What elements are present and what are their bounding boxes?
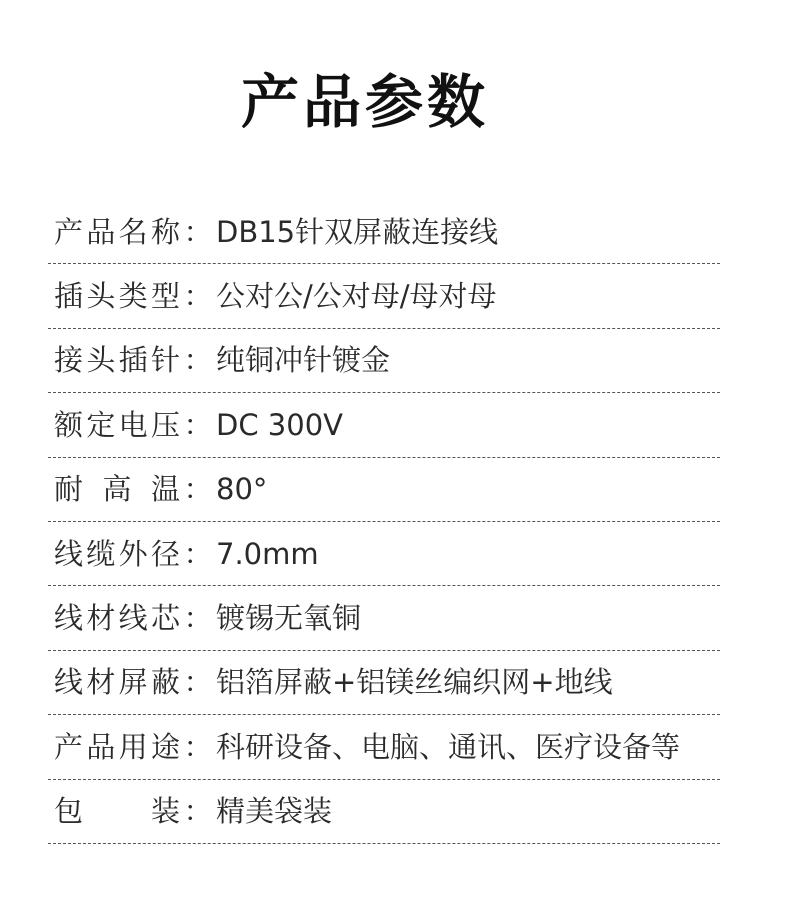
spec-row-plug-type [48, 264, 720, 328]
spec-row-cable-diameter [48, 522, 720, 586]
spec-label: 产品用途 [54, 729, 180, 764]
spec-label: 线缆外径 [54, 536, 180, 571]
spec-colon: ： [183, 279, 213, 314]
spec-row-product-usage [48, 715, 720, 779]
spec-label: 线材屏蔽 [54, 665, 180, 700]
spec-label: 线材线芯 [54, 601, 180, 636]
spec-value: 铝箔屏蔽+铝镁丝编织网+地线 [216, 665, 613, 700]
spec-colon: ： [183, 536, 213, 571]
spec-row-packaging [48, 780, 720, 844]
spec-colon: ： [183, 214, 213, 249]
spec-value: 80° [216, 472, 268, 507]
spec-row-product-name [48, 200, 720, 264]
spec-label: 接头插针 [54, 343, 180, 378]
spec-value: 纯铜冲针镀金 [216, 343, 391, 378]
spec-value: 镀锡无氧铜 [216, 601, 362, 636]
spec-value: DC 300V [216, 407, 343, 442]
spec-value: 精美袋装 [216, 794, 333, 829]
spec-row-rated-voltage [48, 393, 720, 457]
spec-value: 7.0mm [216, 536, 319, 571]
spec-colon: ： [183, 343, 213, 378]
spec-value: DB15针双屏蔽连接线 [216, 214, 499, 249]
spec-row-wire-shielding [48, 651, 720, 715]
spec-colon: ： [183, 601, 213, 636]
spec-label: 额定电压 [54, 407, 180, 442]
spec-colon: ： [183, 407, 213, 442]
spec-row-connector-pins [48, 329, 720, 393]
spec-colon: ： [183, 794, 213, 829]
spec-value: 公对公/公对母/母对母 [216, 279, 497, 314]
spec-row-wire-core [48, 586, 720, 650]
spec-label: 包 装 [54, 794, 180, 829]
spec-label: 插头类型 [54, 279, 180, 314]
spec-colon: ： [183, 665, 213, 700]
spec-colon: ： [183, 729, 213, 764]
spec-list [48, 200, 720, 844]
page-title: 产品参数 [240, 68, 489, 136]
spec-label: 产品名称 [54, 214, 180, 249]
spec-row-heat-resistance [48, 458, 720, 522]
spec-colon: ： [183, 472, 213, 507]
spec-value: 科研设备、电脑、通讯、医疗设备等 [216, 729, 681, 764]
spec-label: 耐 高 温 [54, 472, 180, 507]
